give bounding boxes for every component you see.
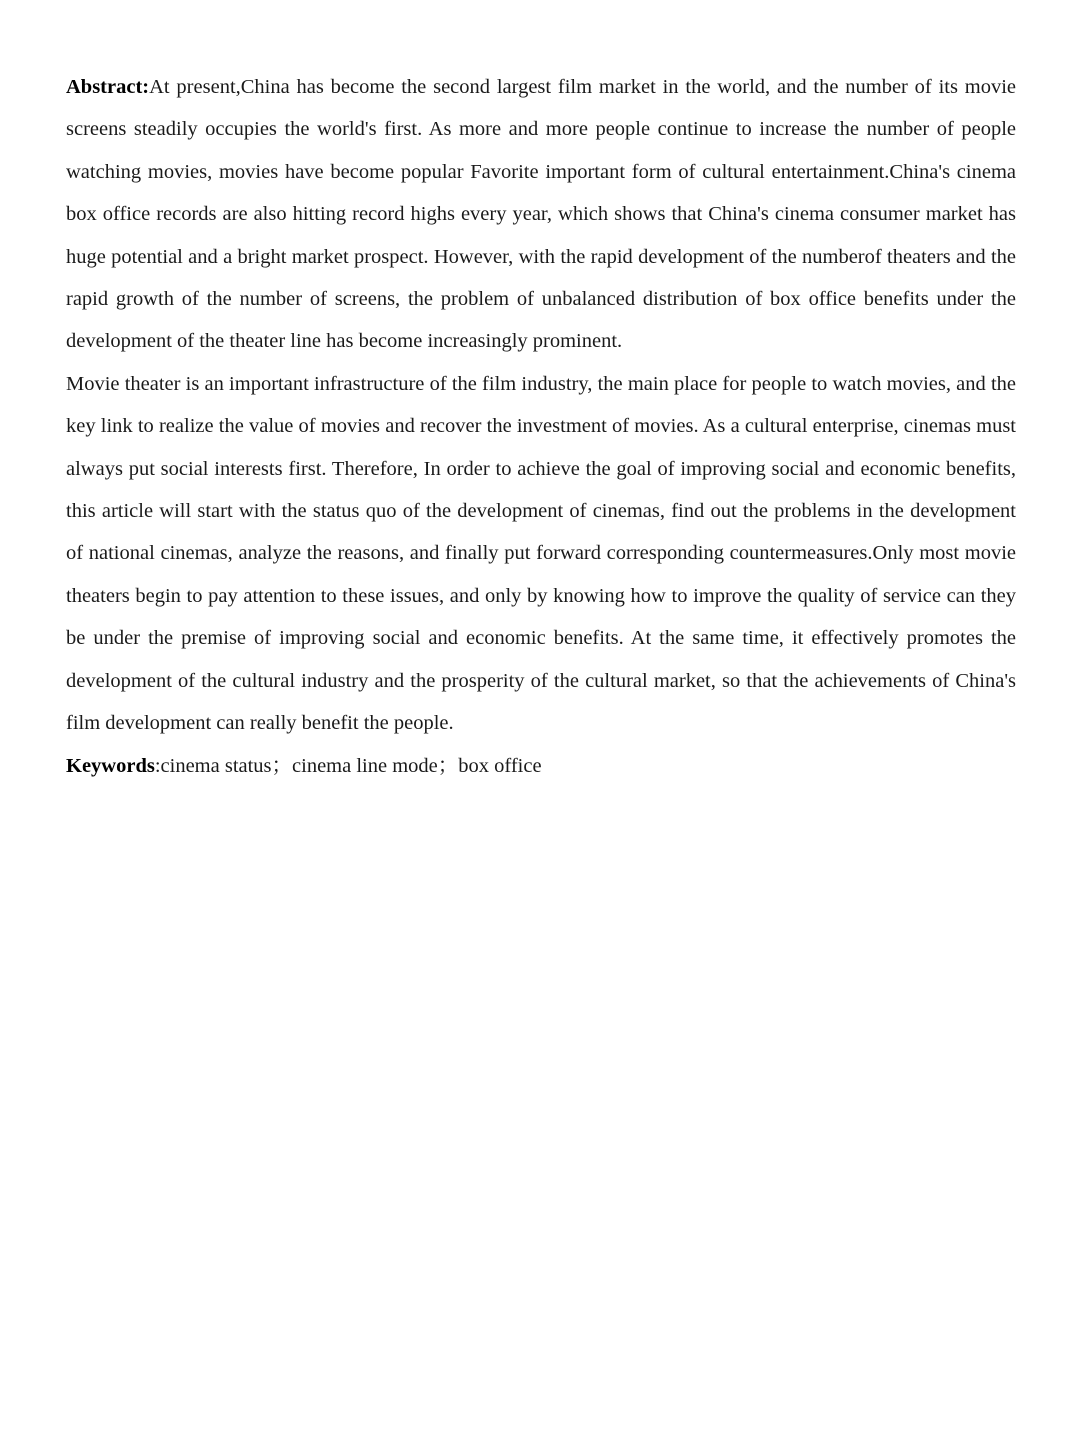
abstract-paragraph-1 [66, 66, 1016, 363]
abstract-label: Abstract: [66, 76, 150, 98]
keywords-label: Keywords [66, 754, 155, 777]
abstract-paragraph-1-text: At present,China has become the second largest film market in the world, and the number of its movie screens steadily occupies the world's first. As more and more people continue to increase the number of people watching movies, movies have become popular Favorite important form of cultural entertainment.China's cinema box office records are also hitting record highs every year, which shows that China's cinema consumer market has huge potential and a bright market prospect. However, with the rapid development of the numberof theaters and the rapid growth of the number of screens, the problem of unbalanced distribution of box office benefits under the development of the theater line has become increasingly prominent. [66, 76, 1016, 353]
keywords-line [66, 745, 1016, 787]
abstract-paragraph-2: Movie theater is an important infrastructure of the film industry, the main place for people to watch movies, and the key link to realize the value of movies and recover the investment of movies. As a cultural enterprise, cinemas must always put social interests first. Therefore, In order to achieve the goal of improving social and economic benefits, this article will start with the status quo of the development of cinemas, find out the problems in the development of national cinemas, analyze the reasons, and finally put forward corresponding countermeasures.Only most movie theaters begin to pay attention to these issues, and only by knowing how to improve the quality of service can they be under the premise of improving social and economic benefits. At the same time, it effectively promotes the development of the cultural industry and the prosperity of the cultural market, so that the achievements of China's film development can really benefit the people. [66, 372, 1016, 735]
keywords-text: :cinema status；cinema line mode；box office [154, 754, 542, 777]
abstract-page [66, 66, 1016, 787]
